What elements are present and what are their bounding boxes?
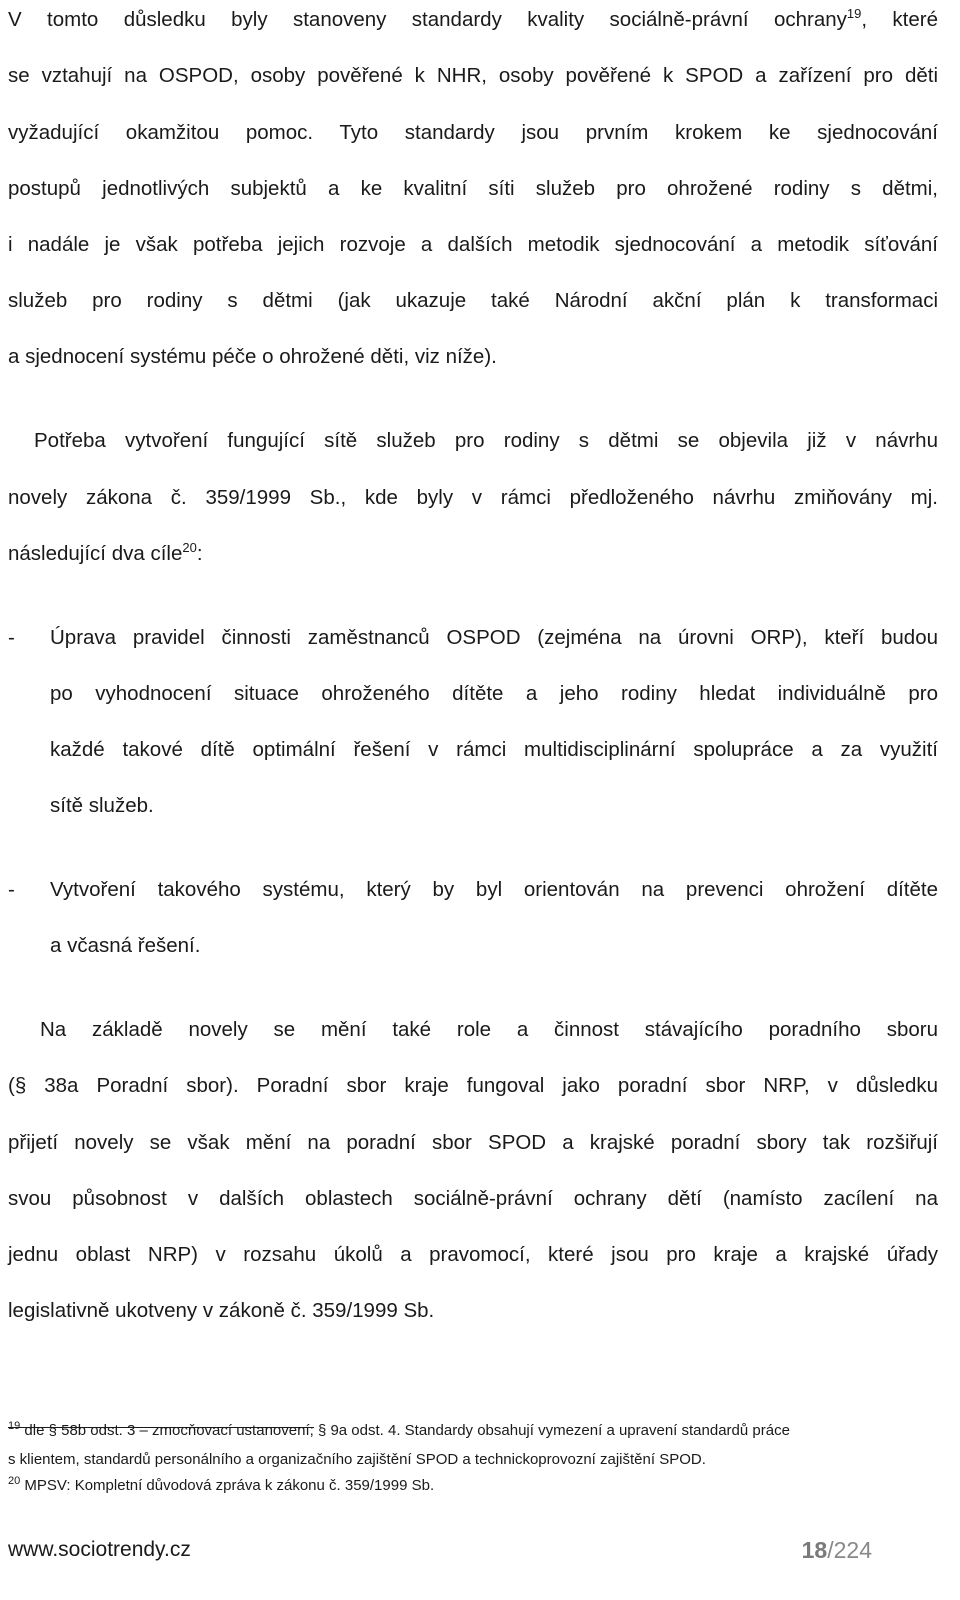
- text: V tomto důsledku byly stanoveny standardy kvality sociálně-právní ochrany: [8, 8, 847, 31]
- page-total: /224: [827, 1537, 872, 1563]
- bullet-1-line-3: každé takové dítě optimální řešení v rámci multidisciplinární spolupráce a za využití: [50, 738, 938, 761]
- footnote-text: MPSV: Kompletní důvodová zpráva k zákonu č. 359/1999 Sb.: [24, 1477, 435, 1494]
- text: , které: [861, 8, 939, 31]
- bullet-1-line-1: Úprava pravidel činnosti zaměstnanců OSPOD (zejména na úrovni ORP), kteří budou: [50, 626, 938, 649]
- paragraph-1-line-3: vyžadující okamžitou pomoc. Tyto standardy jsou prvním krokem ke sjednocování: [8, 121, 938, 144]
- footnote-number: 20: [8, 1475, 21, 1487]
- paragraph-3-line-6: legislativně ukotveny v zákoně č. 359/1999 Sb.: [8, 1299, 435, 1322]
- paragraph-2-line-1: Potřeba vytvoření fungující sítě služeb pro rodiny s dětmi se objevila již v návrhu: [34, 429, 938, 452]
- bullet-1-line-4: sítě služeb.: [50, 794, 154, 817]
- bullet-1-line-2: po vyhodnocení situace ohroženého dítěte a jeho rodiny hledat individuálně pro: [50, 682, 938, 705]
- bullet-2-line-1: Vytvoření takového systému, který by byl orientován na prevenci ohrožení dítěte: [50, 878, 938, 901]
- paragraph-1-line-6: služeb pro rodiny s dětmi (jak ukazuje také Národní akční plán k transformaci: [8, 289, 938, 312]
- paragraph-3-line-1: Na základě novely se mění také role a činnost stávajícího poradního sboru: [40, 1018, 938, 1041]
- bullet-dash: -: [8, 626, 15, 649]
- footnote-ref-20[interactable]: 20: [182, 540, 197, 556]
- text: :: [196, 542, 203, 565]
- footnote-text: dle § 58b odst. 3 – zmocňovací ustanovení; § 9a odst. 4. Standardy obsahují vymezení a upravení standardů práce: [24, 1422, 790, 1439]
- paragraph-2-line-2: novely zákona č. 359/1999 Sb., kde byly v rámci předloženého návrhu zmiňovány mj.: [8, 486, 938, 509]
- footer-website-link[interactable]: www.sociotrendy.cz: [8, 1538, 191, 1561]
- paragraph-1-line-7: a sjednocení systému péče o ohrožené děti, viz níže).: [8, 345, 497, 368]
- paragraph-1-line-4: postupů jednotlivých subjektů a ke kvalitní síti služeb pro ohrožené rodiny s dětmi,: [8, 177, 938, 200]
- footnote-20: [8, 1475, 938, 1497]
- paragraph-1-line-1: [8, 6, 938, 34]
- footnote-19-line-2: s klientem, standardů personálního a organizačního zajištění SPOD a technickoprovozní zajištění SPOD.: [8, 1451, 706, 1468]
- footnote-number: 19: [8, 1420, 21, 1432]
- paragraph-3-line-4: svou působnost v dalších oblastech sociálně-právní ochrany dětí (namísto zacílení na: [8, 1187, 938, 1210]
- paragraph-3-line-3: přijetí novely se však mění na poradní sbor SPOD a krajské poradní sbory tak rozšiřují: [8, 1131, 938, 1154]
- footnote-19-line-1: [8, 1420, 938, 1442]
- bullet-dash: -: [8, 878, 15, 901]
- page-current: 18: [801, 1537, 828, 1563]
- paragraph-1-line-5: i nadále je však potřeba jejich rozvoje a dalších metodik sjednocování a metodik síťování: [8, 233, 938, 256]
- paragraph-3-line-5: jednu oblast NRP) v rozsahu úkolů a pravomocí, které jsou pro kraje a krajské úřady: [8, 1243, 938, 1266]
- footnote-ref-19[interactable]: 19: [846, 6, 862, 22]
- bullet-2-line-2: a včasná řešení.: [50, 934, 201, 957]
- page-number: [802, 1536, 872, 1564]
- paragraph-2-line-3: [8, 540, 938, 568]
- paragraph-3-line-2: (§ 38a Poradní sbor). Poradní sbor kraje fungoval jako poradní sbor NRP, v důsledku: [8, 1074, 938, 1097]
- paragraph-1-line-2: se vztahují na OSPOD, osoby pověřené k NHR, osoby pověřené k SPOD a zařízení pro děti: [8, 64, 938, 87]
- text: následující dva cíle: [8, 542, 183, 565]
